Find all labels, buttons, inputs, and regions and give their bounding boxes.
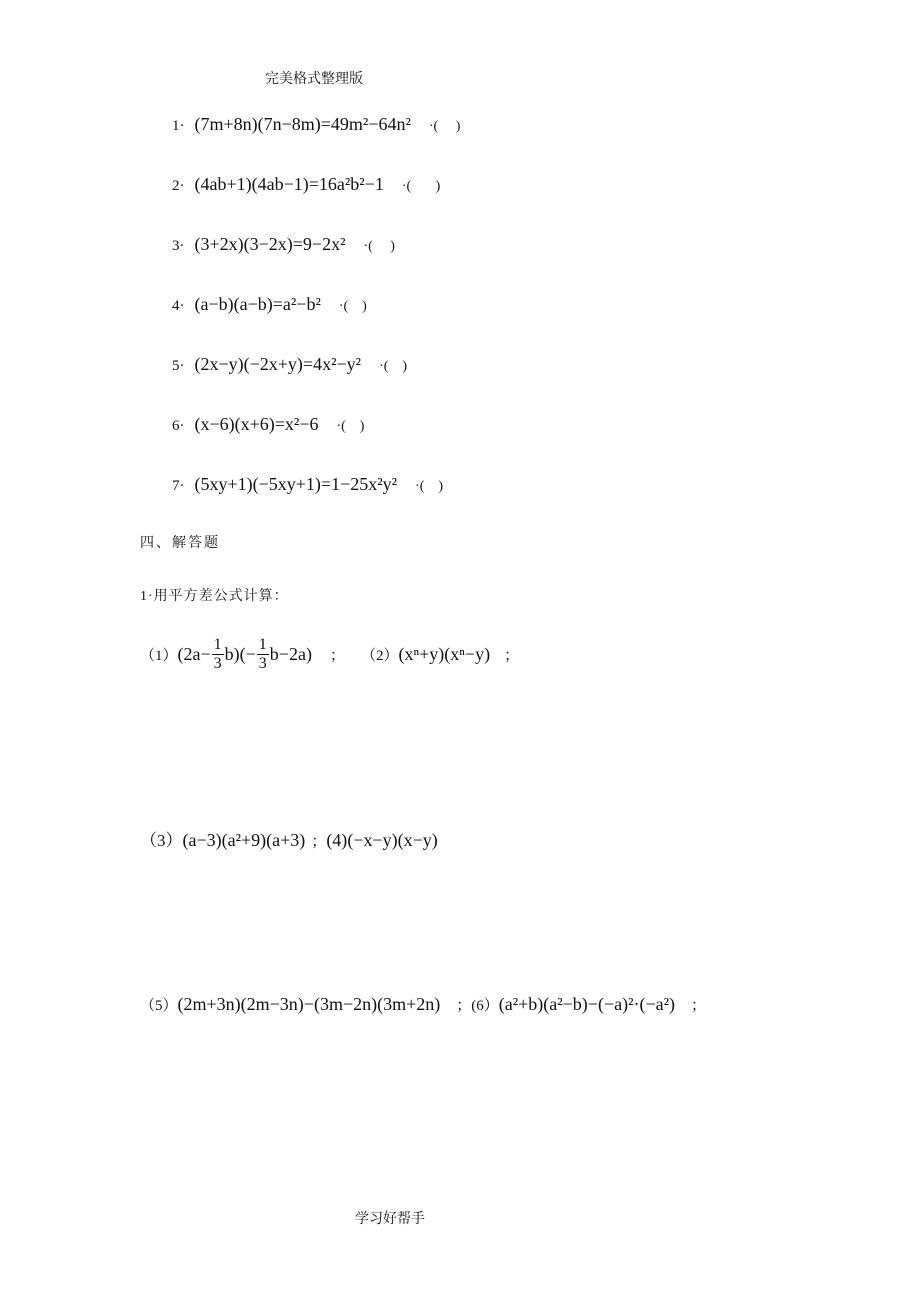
page-header: 完美格式整理版 — [265, 72, 363, 87]
tf-item-expression: (x−6)(x+6)=x²−6 — [194, 414, 319, 434]
problem-row-3-4 — [140, 826, 438, 851]
tf-item-answer-blank[interactable]: ·( ) — [415, 479, 444, 494]
problem-5-label: （5） — [140, 998, 178, 1014]
tf-item-7 — [172, 474, 443, 495]
problem-6-label: (6） — [471, 998, 499, 1014]
tf-item-number: 2· — [172, 178, 185, 194]
tf-item-4 — [172, 294, 367, 315]
problem-2-expression: (xⁿ+y)(xⁿ−y) — [398, 644, 491, 664]
problem-5-expression: (2m+3n)(2m−3n)−(3m−2n)(3m+2n) — [177, 994, 441, 1014]
problem-4-expression: (−x−y)(x−y) — [347, 830, 438, 850]
tf-item-expression: (5xy+1)(−5xy+1)=1−25x²y² — [194, 474, 398, 494]
tf-item-answer-blank[interactable]: ·( ) — [336, 419, 365, 434]
tf-item-answer-blank[interactable]: ·( ) — [401, 179, 441, 194]
section-title: 四、解答题 — [140, 536, 220, 551]
tf-item-answer-blank[interactable]: ·( ) — [363, 239, 395, 254]
tf-item-expression: (3+2x)(3−2x)=9−2x² — [194, 234, 346, 254]
tf-item-expression: (4ab+1)(4ab−1)=16a²b²−1 — [194, 174, 384, 194]
separator: ； — [456, 998, 472, 1014]
problem-2-label: （2） — [360, 648, 399, 664]
problem-1-expr-part-b: b)(− — [224, 644, 256, 664]
problem-1-expr-part-a: (2a− — [177, 644, 211, 664]
fraction-denominator: 3 — [258, 655, 267, 672]
page-footer: 学习好帮手 — [355, 1212, 425, 1227]
tf-item-expression: (7m+8n)(7n−8m)=49m²−64n² — [194, 114, 411, 134]
tf-item-number: 4· — [172, 298, 185, 314]
separator: ； — [329, 648, 345, 664]
problem-1-label: （1） — [140, 648, 178, 664]
tf-item-5 — [172, 354, 407, 375]
tf-item-number: 1· — [172, 118, 185, 134]
fraction-numerator: 1 — [213, 636, 222, 653]
problem-row-5-6 — [140, 994, 706, 1015]
tf-item-number: 7· — [172, 478, 185, 494]
tf-item-3 — [172, 234, 395, 255]
fraction-one-third — [212, 636, 224, 673]
tf-item-answer-blank[interactable]: ·( ) — [338, 299, 367, 314]
tf-item-answer-blank[interactable]: ·( ) — [379, 359, 408, 374]
problem-1-expr-part-c: b−2a) — [269, 644, 312, 664]
tf-item-number: 5· — [172, 358, 185, 374]
tf-item-2 — [172, 174, 440, 195]
fraction-one-third — [257, 636, 269, 673]
fraction-numerator: 1 — [258, 636, 267, 653]
separator: ； — [311, 834, 327, 850]
problem-6-expression: (a²+b)(a²−b)−(−a)²·(−a²) — [498, 994, 675, 1014]
fraction-denominator: 3 — [213, 655, 222, 672]
task-statement: 1·用平方差公式计算： — [140, 589, 289, 604]
tf-item-number: 6· — [172, 418, 185, 434]
separator: ； — [691, 998, 707, 1014]
tf-item-1 — [172, 114, 460, 135]
problem-3-label: （3） — [140, 831, 183, 850]
tf-item-expression: (2x−y)(−2x+y)=4x²−y² — [194, 354, 362, 374]
tf-item-answer-blank[interactable]: ·( ) — [428, 119, 461, 134]
tf-item-expression: (a−b)(a−b)=a²−b² — [194, 294, 321, 314]
problem-4-label: (4) — [326, 830, 348, 850]
problem-row-1-2 — [140, 636, 519, 673]
problem-3-expression: (a−3)(a²+9)(a+3) — [182, 830, 306, 850]
tf-item-6 — [172, 414, 364, 435]
separator: ； — [504, 648, 520, 664]
tf-item-number: 3· — [172, 238, 185, 254]
